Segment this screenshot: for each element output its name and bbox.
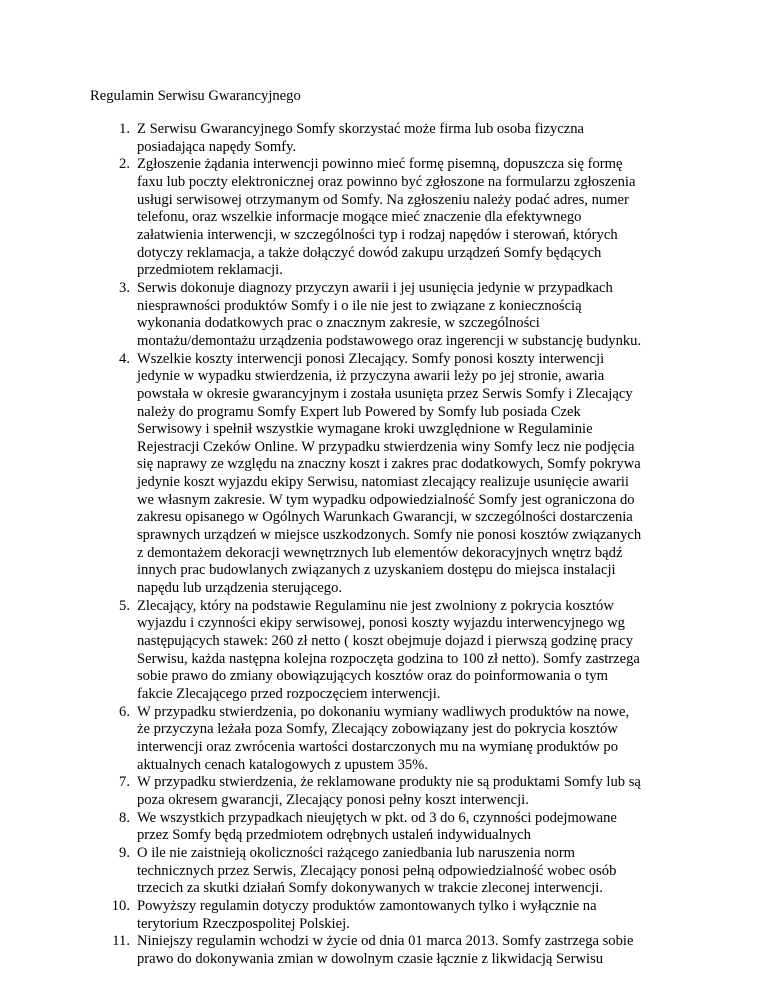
rule-number: 4. [119, 350, 130, 367]
rule-text-line: że przyczyna leżała poza Somfy, Zlecający zobowiązany jest do pokrycia kosztów [137, 721, 618, 738]
rules-list [0, 121, 768, 969]
rule-number: 3. [119, 279, 130, 296]
rule-text-line: wykonania dodatkowych prac o znacznym zakresie, w szczególności [137, 315, 540, 332]
rule-text-line: telefonu, oraz wszelkie informacje mogące mieć znaczenie dla efektywnego [137, 209, 582, 226]
rule-text-line: innych prac budowlanych związanych z uzyskaniem dostępu do miejsca instalacji [137, 562, 616, 579]
rule-item [0, 704, 768, 775]
rule-text-line: niesprawności produktów Somfy i o ile nie jest to związane z koniecznością [137, 297, 582, 314]
rule-text-line: we własnym zakresie. W tym wypadku odpowiedzialność Somfy jest ograniczona do [137, 491, 635, 508]
rule-text-line: sobie prawo do zmiany obowiązujących kosztów oraz do poinformowania o tym [137, 668, 608, 685]
rule-text-line: montażu/demontażu urządzenia podstawowego oraz ingerencji w substancję budynku. [137, 332, 642, 349]
rule-item [0, 121, 768, 156]
rule-text-line: załatwienia interwencji, w szczególności typ i rodzaj napędów i sterowań, których [137, 226, 618, 243]
document-title: Regulamin Serwisu Gwarancyjnego [90, 88, 301, 104]
rule-text-line: interwencji oraz zwrócenia wartości dostarczonych mu na wymianę produktów po [137, 738, 619, 755]
rule-number: 9. [119, 844, 130, 861]
rule-text-line: Wszelkie koszty interwencji ponosi Zlecający. Somfy ponosi koszty interwencji [137, 350, 605, 367]
rule-text-line: terytorium Rzeczpospolitej Polskiej. [137, 915, 350, 932]
rule-number: 2. [119, 156, 130, 173]
rule-text-line: Serwisu, każda następna kolejna rozpoczęta godzina to 100 zł netto). Somfy zastrzega [137, 650, 640, 667]
rule-number: 8. [119, 809, 130, 826]
rule-text-line: przez Somfy będą przedmiotem odrębnych ustaleń indywidualnych [137, 827, 531, 844]
rule-text-line: Zlecający, który na podstawie Regulaminu nie jest zwolniony z pokrycia kosztów [137, 597, 614, 614]
rule-text-line: przedmiotem reklamacji. [137, 262, 283, 279]
rule-number: 7. [119, 774, 130, 791]
rule-text-line: wyjazdu i czynności ekipy serwisowej, ponosi koszty wyjazdu interwencyjnego wg [137, 615, 625, 632]
rule-item [0, 774, 768, 809]
rule-text-line: W przypadku stwierdzenia, po dokonaniu wymiany wadliwych produktów na nowe, [137, 703, 630, 720]
rule-text-line: sprawnych urządzeń w miejsce uszkodzonych. Somfy nie ponosi kosztów związanych [137, 527, 642, 544]
rule-item [0, 598, 768, 704]
rule-text-line: jedynie w wypadku stwierdzenia, iż przyczyna awarii leży po jej stronie, awaria [137, 368, 605, 385]
rule-text-line: O ile nie zaistnieją okoliczności rażącego zaniedbania lub naruszenia norm [137, 844, 576, 861]
rule-text-line: Rejestracji Czeków Online. W przypadku stwierdzenia winy Somfy lecz nie podjęcia [137, 438, 635, 455]
rule-text-line: posiadająca napędy Somfy. [137, 138, 297, 155]
rule-text-line: W przypadku stwierdzenia, że reklamowane produkty nie są produktami Somfy lub są [137, 774, 641, 791]
rule-text-line: Powyższy regulamin dotyczy produktów zamontowanych tylko i wyłącznie na [137, 897, 597, 914]
rule-text-line: się naprawy ze względu na znaczny koszt i zakres prac dodatkowych, Somfy pokrywa [137, 456, 641, 473]
rule-text-line: fakcie Zlecającego przed rozpoczęciem interwencji. [137, 686, 441, 702]
rule-text-line: Zgłoszenie żądania interwencji powinno mieć formę pisemną, dopuszcza się formę [137, 156, 623, 173]
rule-text-line: następujących stawek: 260 zł netto ( koszt obejmuje dojazd i pierwszą godzinę pracy [137, 633, 634, 650]
rule-text-line: dotyczy reklamacja, a także dołączyć dowód zakupu urządzeń Somfy będących [137, 244, 602, 261]
rule-item [0, 898, 768, 933]
rule-text-line: Niniejszy regulamin wchodzi w życie od dnia 01 marca 2013. Somfy zastrzega sobie [137, 933, 634, 950]
rule-number: 5. [119, 597, 130, 614]
rule-number: 1. [119, 121, 130, 137]
rule-text-line: Serwis dokonuje diagnozy przyczyn awarii i jej usunięcia jedynie w przypadkach [137, 279, 613, 296]
rule-number: 10. [111, 897, 130, 914]
rule-item [0, 810, 768, 845]
rule-text-line: z demontażem dekoracji wewnętrznych lub elementów dekoracyjnych wnętrz bądź [137, 544, 623, 561]
rule-number: 6. [119, 703, 130, 720]
rule-item [0, 933, 768, 968]
rule-item [0, 351, 768, 598]
rule-text-line: jedynie koszt wyjazdu ekipy Serwisu, natomiast zlecający realizuje usunięcie awarii [137, 474, 629, 491]
rule-text-line: aktualnych cenach katalogowych z upustem 35%. [137, 756, 428, 773]
rule-item [0, 845, 768, 898]
rule-text-line: trzecich za skutki działań Somfy dokonywanych w trakcie zleconej interwencji. [137, 880, 604, 897]
rule-text-line: Z Serwisu Gwarancyjnego Somfy skorzystać może firma lub osoba fizyczna [137, 121, 584, 137]
rule-text-line: faxu lub poczty elektronicznej oraz powinno być zgłoszone na formularzu zgłoszenia [137, 173, 636, 190]
rule-text-line: We wszystkich przypadkach nieujętych w pkt. od 3 do 6, czynności podejmowane [137, 809, 617, 826]
rule-text-line: prawo do dokonywania zmian w dowolnym czasie łącznie z likwidacją Serwisu [137, 950, 604, 967]
rule-text-line: napędu lub urządzenia sterującego. [137, 580, 343, 597]
rule-item [0, 156, 768, 280]
rule-number: 11. [112, 933, 130, 950]
rule-text-line: technicznych przez Serwis, Zlecający ponosi pełną odpowiedzialność wobec osób [137, 862, 617, 879]
rule-text-line: zakresu opisanego w Ogólnych Warunkach Gwarancji, w szczególności dostarczenia [137, 509, 633, 526]
rule-text-line: poza okresem gwarancji, Zlecający ponosi pełny koszt interwencji. [137, 791, 529, 808]
rule-text-line: należy do programu Somfy Expert lub Powered by Somfy lub posiada Czek [137, 403, 581, 420]
rule-text-line: Serwisowy i spełnił wszystkie wymagane kroki uwzględnione w Regulaminie [137, 421, 593, 438]
rule-item [0, 280, 768, 351]
rule-text-line: usługi serwisowej otrzymanym od Somfy. Na zgłoszeniu należy podać adres, numer [137, 191, 629, 208]
rule-text-line: powstała w okresie gwarancyjnym i została usunięta przez Serwis Somfy i Zlecający [137, 385, 633, 402]
